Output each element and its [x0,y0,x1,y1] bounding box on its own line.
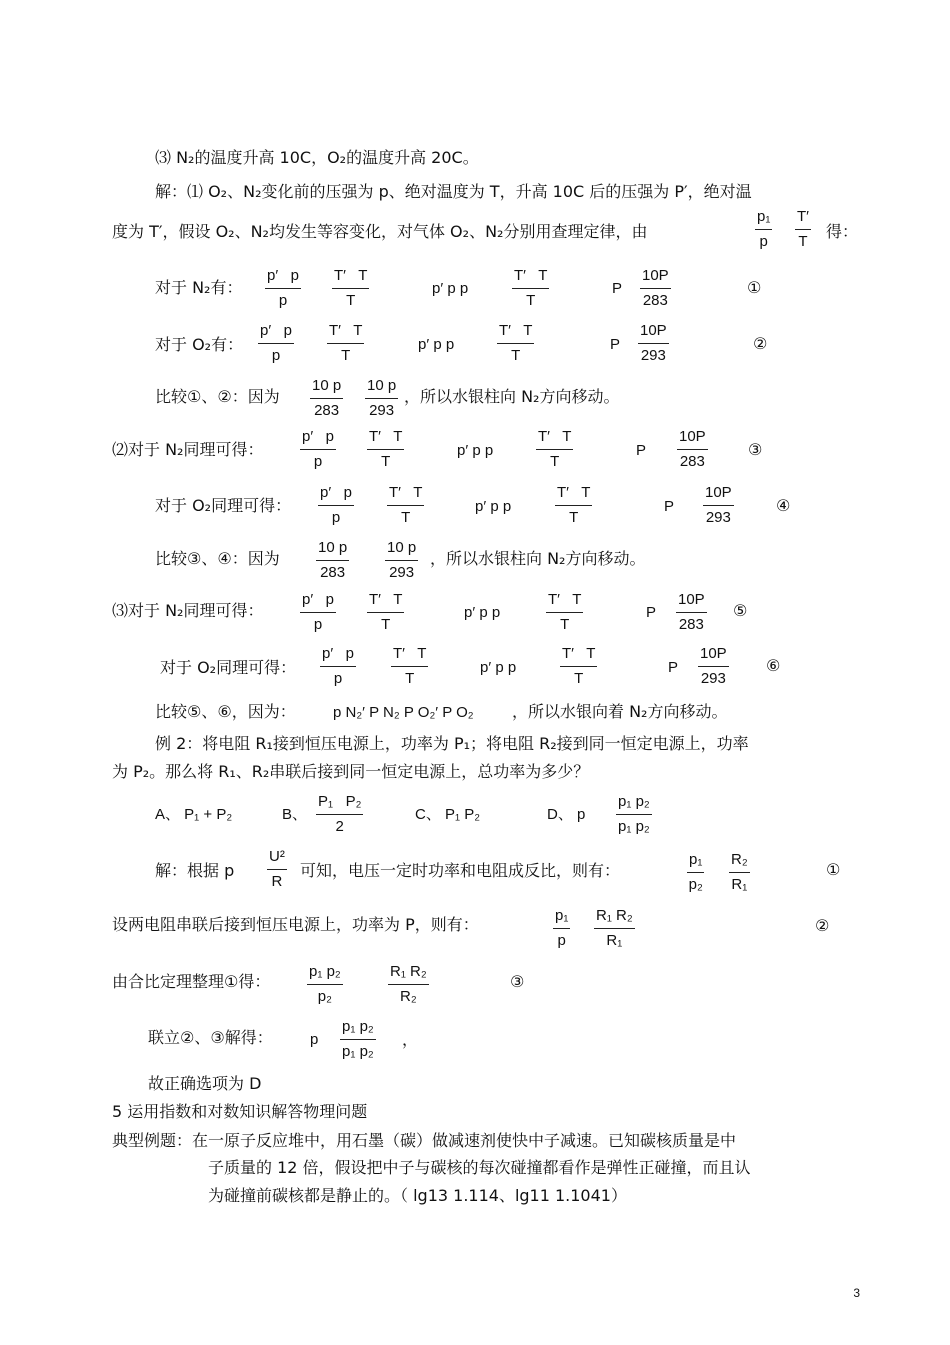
fraction: T′ T T [538,428,572,470]
text-line: ，所以水银向着 N₂方向移动。 [512,702,728,721]
text-line: 解：根据 p [155,861,235,880]
fraction: p₁ p₂ p₁ p₂ [342,1018,374,1060]
equation-number: ③ [748,440,763,459]
fraction: p₁ p [555,907,569,949]
equation-number: ⑤ [733,601,748,620]
fraction: U² R [269,848,285,890]
fraction: R₁ R₂ R₁ [596,907,633,949]
equation-number: ① [826,860,841,879]
fraction: 10 p 283 [312,377,342,419]
fraction: T′ T T [499,322,533,364]
math-text: p [310,1031,319,1048]
math-text: p′ p p [464,604,501,621]
text-line: 对于 O₂同理可得： [155,496,292,515]
option-a: A、 P₁ + P₂ [155,806,233,823]
text-line: 故正确选项为 D [148,1074,262,1093]
equation-number: ④ [776,496,791,515]
text-line: 比较①、②：因为 [155,387,280,406]
fraction: T′ T T [369,591,403,633]
text-line: 对于 O₂有： [155,335,244,354]
fraction: 10P 293 [640,322,667,364]
text-line: 设两电阻串联后接到恒压电源上，功率为 P，则有： [112,915,479,934]
fraction: p′ p p [322,645,354,687]
text-line: 为 P₂。那么将 R₁、R₂串联后接到同一恒定电源上，总功率为多少？ [112,762,590,781]
fraction: 10P 293 [700,645,727,687]
math-text: p′ p p [480,659,517,676]
math-text: p′ p p [475,498,512,515]
fraction: T′ T T [329,322,363,364]
equation-number: ② [753,334,768,353]
text-line: 比较③、④：因为 [155,549,280,568]
fraction: p′ p p [260,322,292,364]
fraction: 10P 283 [642,267,669,309]
text-line: 为碰撞前碳核都是静止的。（ lg13 1.114、lg11 1.1041） [208,1186,627,1205]
math-text: P [610,336,621,353]
fraction: p′ p p [320,484,352,526]
fraction: T′ T T [548,591,582,633]
fraction: T′ T [797,208,809,250]
text-line: 可知，电压一定时功率和电阻成反比，则有： [300,861,621,880]
math-text: P [612,280,623,297]
fraction: p₁ p [757,208,771,250]
fraction: 10 p 283 [318,539,348,581]
text-line: ⑵对于 N₂同理可得： [112,440,264,459]
section-heading: 5 运用指数和对数知识解答物理问题 [112,1102,368,1121]
text-line: 比较⑤、⑥，因为： [155,702,296,721]
math-text: P [664,498,675,515]
text-line: 子质量的 12 倍，假设把中子与碳核的每次碰撞都看作是弹性正碰撞，而且认 [208,1158,751,1177]
equation-number: ② [815,916,830,935]
text-line: 典型例题：在一原子反应堆中，用石墨（碳）做减速剂使快中子减速。已知碳核质量是中 [112,1131,737,1150]
text-line: 由合比定理整理①得： [112,972,271,991]
text-line: 解：⑴ O₂、N₂变化前的压强为 p、绝对温度为 T，升高 10C 后的压强为 P′，绝对温 [155,182,752,201]
text-line: ⑶ N₂的温度升高 10C，O₂的温度升高 20C。 [155,148,479,167]
math-text: p′ p p [418,336,455,353]
page-number: 3 [853,1286,860,1300]
math-text: P [668,659,679,676]
fraction: R₁ R₂ R₂ [390,963,427,1005]
option-d: D、 p [547,806,586,823]
math-text: P [646,604,657,621]
fraction: P₁ P₂ 2 [318,793,362,835]
option-c: C、 P₁ P₂ [415,806,481,823]
fraction: 10P 283 [678,591,705,633]
text-line: ，所以水银柱向 N₂方向移动。 [404,387,620,406]
fraction: T′ T T [562,645,596,687]
fraction: p₁ p₂ [688,851,703,893]
text-line: 得： [826,222,859,241]
fraction: T′ T T [557,484,591,526]
fraction: 10P 283 [679,428,706,470]
math-text: p N₂′ P N₂ P O₂′ P O₂ [333,704,474,721]
fraction: T′ T T [389,484,423,526]
fraction: T′ T T [369,428,403,470]
option-b: B、 [282,806,308,823]
math-text: p′ p p [457,442,494,459]
fraction: T′ T T [334,267,368,309]
fraction: p′ p p [267,267,299,309]
text-line: ， [402,1030,419,1049]
text-line: 对于 O₂同理可得： [160,658,297,677]
text-line: 度为 T′，假设 O₂、N₂均发生等容变化，对气体 O₂、N₂分别用查理定律，由 [112,222,648,241]
fraction: T′ T T [393,645,427,687]
equation-number: ⑥ [766,656,781,675]
fraction: p′ p p [302,591,334,633]
text-line: 例 2：将电阻 R₁接到恒压电源上，功率为 P₁；将电阻 R₂接到同一恒定电源上，功率 [155,734,749,753]
text-line: 对于 N₂有： [155,278,243,297]
equation-number: ① [747,278,762,297]
fraction: R₂ R₁ [731,851,748,893]
fraction: p′ p p [302,428,334,470]
fraction: 10P 293 [705,484,732,526]
fraction: p₁ p₂ p₂ [309,963,341,1005]
fraction: 10 p 293 [387,539,417,581]
fraction: 10 p 293 [367,377,397,419]
text-line: ⑶对于 N₂同理可得： [112,601,264,620]
text-line: ，所以水银柱向 N₂方向移动。 [430,549,646,568]
text-line: 联立②、③解得： [148,1028,273,1047]
equation-number: ③ [510,972,525,991]
math-text: p′ p p [432,280,469,297]
fraction: T′ T T [514,267,548,309]
fraction: p₁ p₂ p₁ p₂ [618,793,650,835]
math-text: P [636,442,647,459]
